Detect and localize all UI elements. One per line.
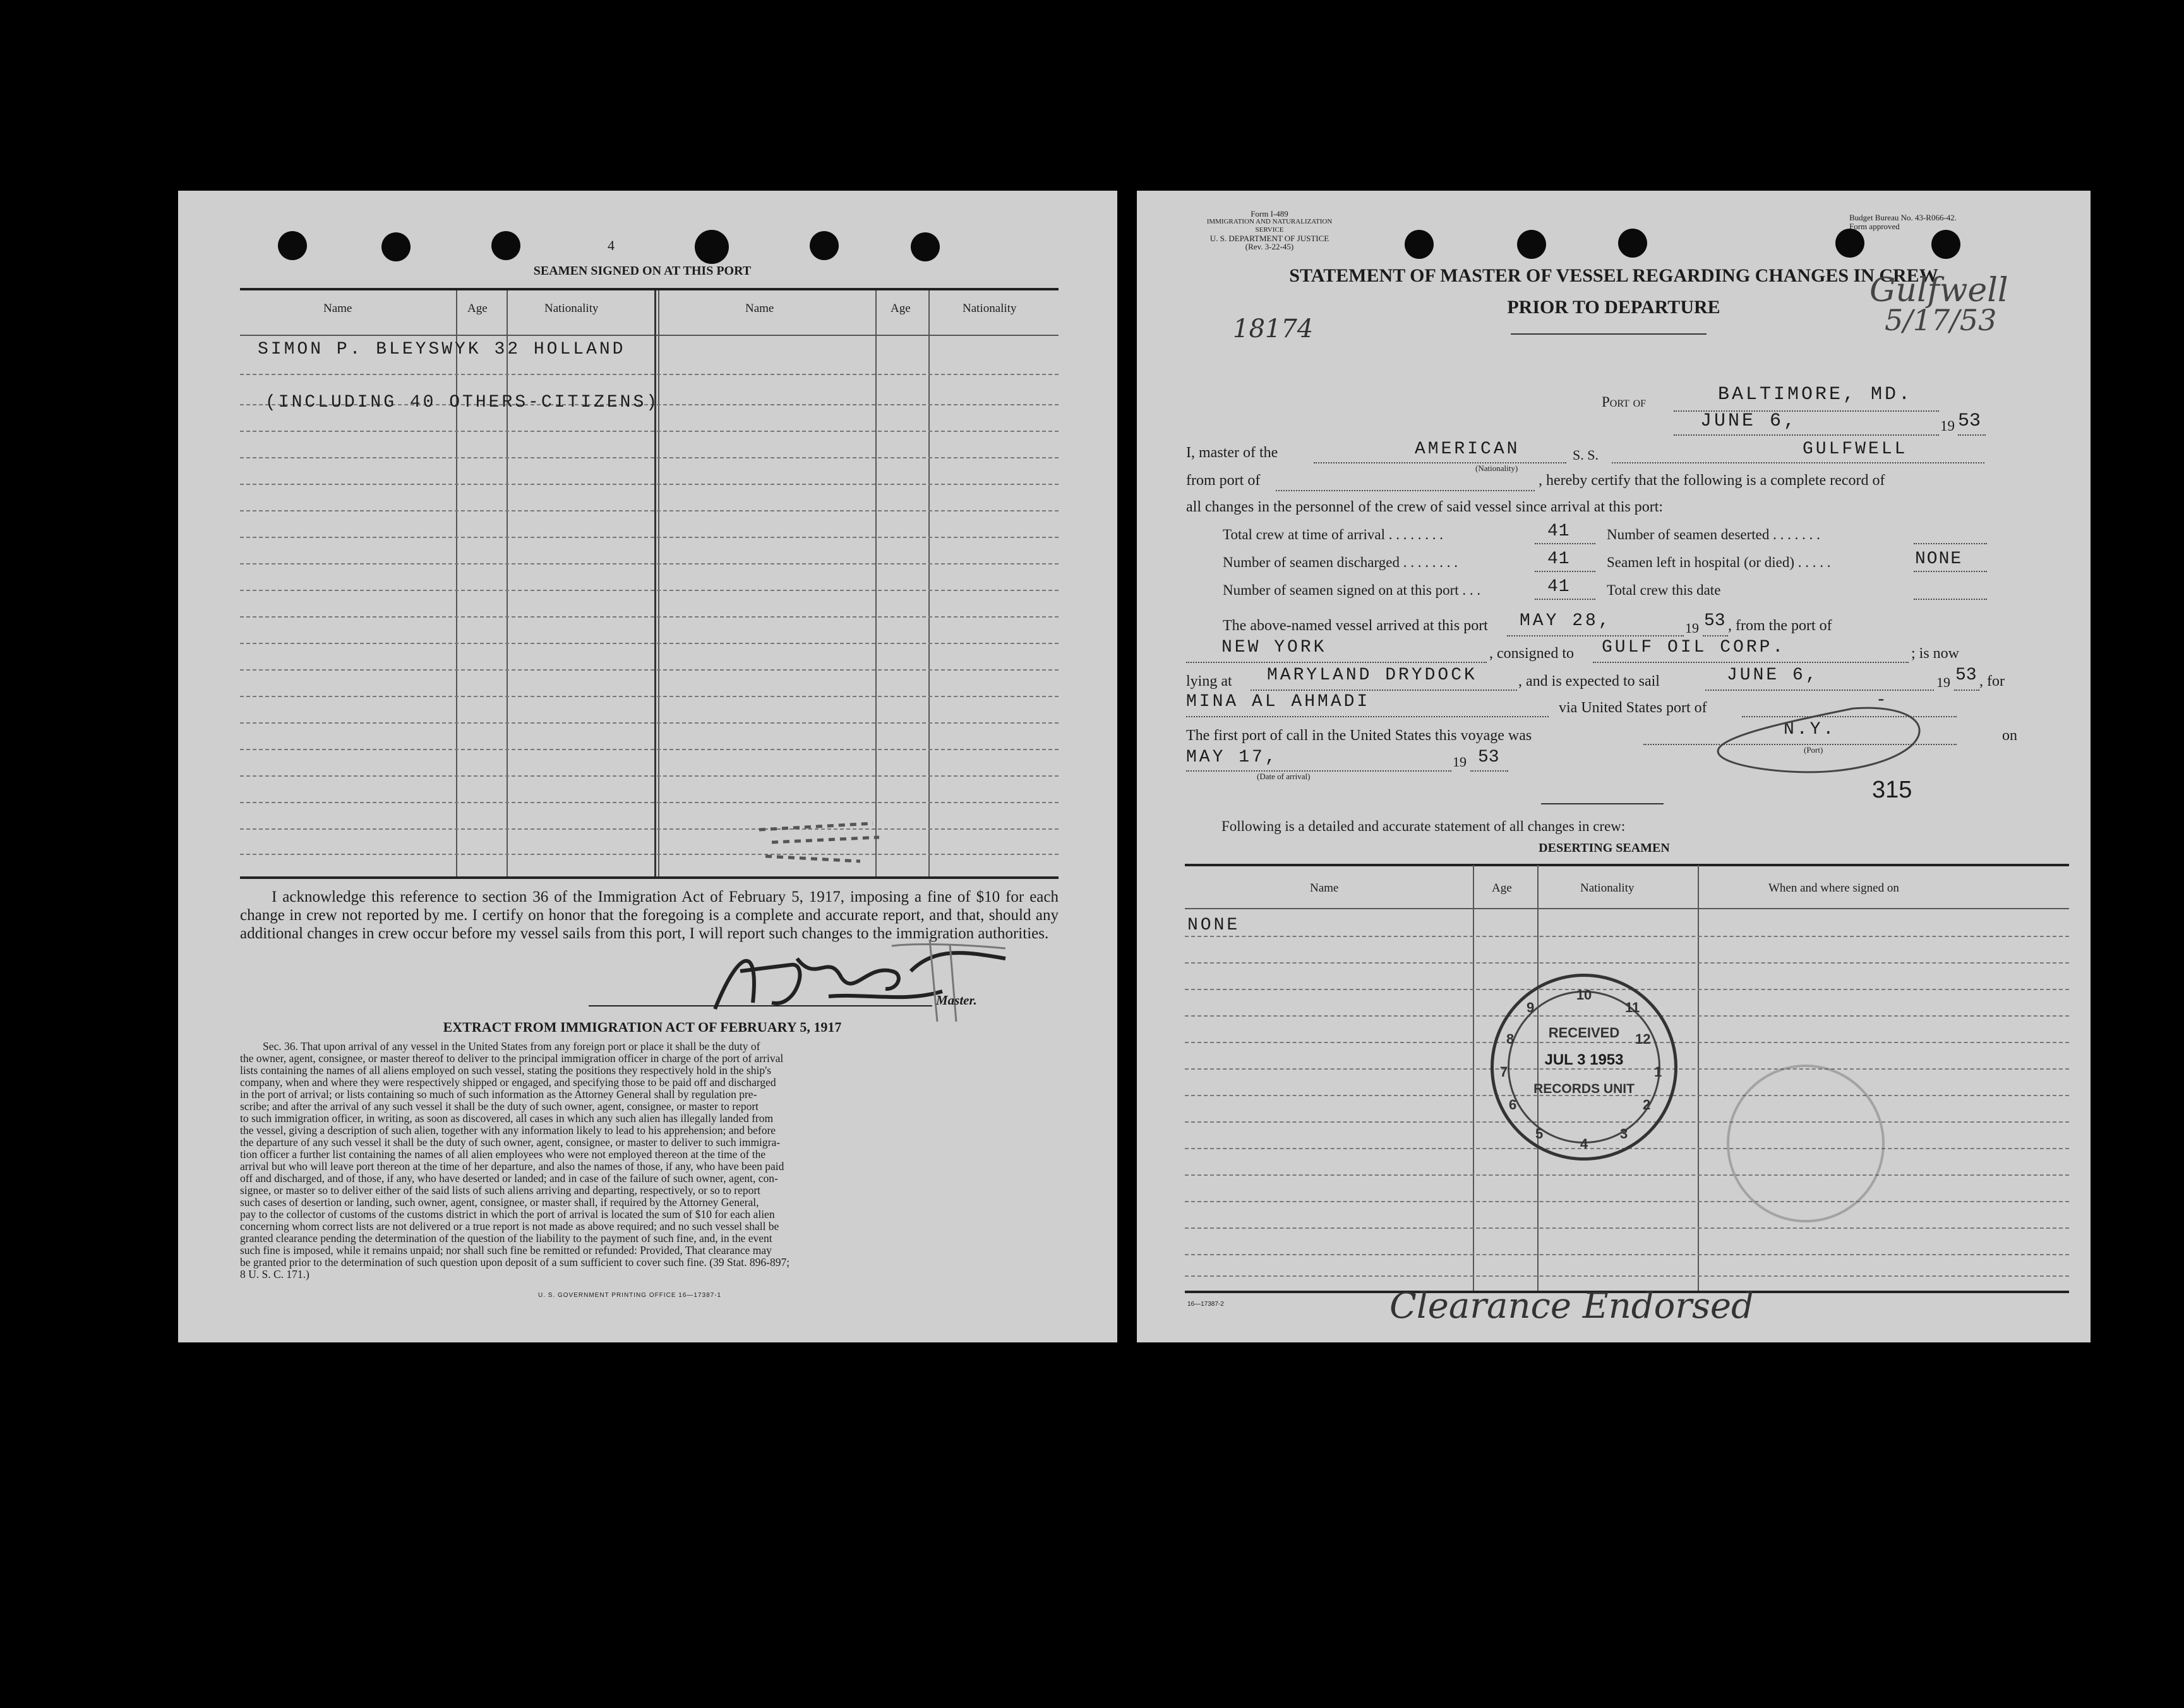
punch-hole xyxy=(1405,230,1434,259)
stamp-number: 315 xyxy=(1872,777,1912,803)
is-now-label: ; is now xyxy=(1911,645,1960,662)
handwritten-date: 5/17/53 xyxy=(1885,303,1997,337)
arrived-text: The above-named vessel arrived at this port xyxy=(1223,618,1488,634)
discharged-value: 41 xyxy=(1547,549,1570,569)
extract-body: Sec. 36. That upon arrival of any vessel in the United States from any foreign port or place it shall be the duty of the owner, agent, consignee, or master thereof to deliver to the principal immigration officer in charge of the port of arrival lists containing the names of all aliens employed on such vessel, stating the positions they respectively hold in the ship's company, when and where they were respectively shipped or engaged, and specifying those to be paid off and discharged in the port of arrival; or lists containing so much of such information as the Attorney General shall by regulation pre- scribe; and after the arrival of any such vessel it shall be the duty of such owner, agent, consignee, or master to report to such immigration officer, in writing, as soon as discovered, all cases in which any such alien has illegally landed from the vessel, giving a description of such alien, together with any information likely to lead to his apprehension; and before the departure of any such vessel it shall be the duty of such owner, agent, consignee, or master to deliver to such immigra- tion officer a further list containing the names of all alien employees who were not employed thereon at the time of the arrival but who will leave port thereon at the time of her departure, and also the names of those, if any, who have been paid off and discharged, and of those, if any, who have deserted or landed; and in case of the failure of such owner, agent, con- signee, or master so to deliver either of the said lists of such aliens arriving and departing, respectively, or so to report such cases of desertion or landing, such owner, agent, consignee, or master shall, if required by the Attorney General, pay to the collector of customs of the customs district in which the port of arrival is located the sum of $10 for each alien concerning whom correct lists are not delivered or a true report is not made as above required; and no such vessel shall be granted clearance pending the determination of the question of the liability to the payment of such fine, and, in the event such fine is imposed, while it remains unpaid; nor shall such fine be remitted or refunded: Provided, That clearance may be granted prior to the determination of such question upon deposit of a sum sufficient to cover such fine. (39 Stat. 896-897; 8 U. S. C. 171.) xyxy=(240,1040,790,1281)
total-arrival-label: Total crew at time of arrival . . . . . . . . xyxy=(1223,527,1444,542)
master-of-the-label: I, master of the xyxy=(1186,445,1278,461)
via-value: - xyxy=(1876,691,1889,710)
punch-hole xyxy=(1835,229,1864,258)
consigned-label: , consigned to xyxy=(1489,645,1574,662)
first-port-text: The first port of call in the United States this voyage was xyxy=(1186,727,1532,744)
nationality-caption: (Nationality) xyxy=(1475,463,1518,473)
port-label: Port of xyxy=(1602,394,1647,410)
following-text: Following is a detailed and accurate statement of all changes in crew: xyxy=(1221,818,1626,834)
column-header-nationality: Nationality xyxy=(1580,881,1635,895)
punch-hole xyxy=(1931,230,1960,259)
year-prefix: 19 xyxy=(1940,418,1955,434)
right-page: Form I-489 IMMIGRATION AND NATURALIZATION SERVICE U. S. DEPARTMENT OF JUSTICE (Rev. 3-22-45) Budget Bureau No. 43-R066-42. Form approved STATEMENT OF MASTER OF VESSEL REGARDING CHANGES IN CREW PRIOR TO DEPARTURE 18174 Gulfwell 5/17/53 Port of BALTIMORE, MD. JUNE 6, 19 53 I, master of the AMERICAN (Nationality) S. S. GULFWELL from port of , hereby certify that the following is a complete record of all changes in the personnel of the crew of said vessel since arrival at this port: Total crew at time of arrival . . . . . . . . 41 Number of seamen deserted . . . . . . . Number of seamen discharged . . . . . . . . 41 Seamen left in hospital (or died) . . . . . NONE Number of seamen signed on at this port . . . 41 Total crew this date The above-named vessel arrived at this port MAY 28, 19 53 , from the port of NEW YORK , consigned to GULF OIL CORP. ; is now lying at MARYLAND DRYDOCK , and is expected to sail JUNE 6, 19 53 , for MINA AL AHMADI via United States port of - The first port of call in the United States this voyage was N.Y. (Port) on MAY 17, 19 53 (Date of arrival) 315 Following is a detailed and accurate statement of all changes in crew: DESERTING SEAMEN Name Age Nationality When and where signed on NONE 10 11 12 1 2 3 4 5 6 7 8 9 RECEIVED JUL 3 1953 RECORDS UNIT 16—17387-2 Clearance Endorsed xyxy=(1137,191,2091,1342)
nationality-value: AMERICAN xyxy=(1415,439,1520,459)
from-port-label: from port of xyxy=(1186,472,1261,489)
sail-date: JUNE 6, xyxy=(1727,666,1819,685)
from-port-value: NEW YORK xyxy=(1221,638,1327,657)
table-title: SEAMEN SIGNED ON AT THIS PORT xyxy=(533,264,752,278)
port-value: BALTIMORE, MD. xyxy=(1718,384,1913,405)
destination-value: MINA AL AHMADI xyxy=(1186,692,1371,712)
column-header-nationality: Nationality xyxy=(544,302,599,315)
deserting-entry: NONE xyxy=(1187,916,1240,935)
handwritten-number: 18174 xyxy=(1233,314,1314,343)
table-row: SIMON P. BLEYSWYK 32 HOLLAND xyxy=(258,340,626,359)
master-signature xyxy=(702,933,1018,1028)
punch-hole xyxy=(491,231,520,260)
budget-bureau: Budget Bureau No. 43-R066-42. Form approved xyxy=(1849,213,1957,231)
from-port-of-label: , from the port of xyxy=(1728,618,1832,634)
discharged-label: Number of seamen discharged . . . . . . . . xyxy=(1223,554,1458,570)
total-arrival-value: 41 xyxy=(1547,522,1570,541)
port-caption: (Port) xyxy=(1804,745,1823,755)
date-arrival-caption: (Date of arrival) xyxy=(1257,772,1311,781)
column-header-age: Age xyxy=(1492,881,1512,895)
handwritten-clearance: Clearance Endorsed xyxy=(1389,1286,1754,1327)
certify-text: , hereby certify that the following is a complete record of xyxy=(1539,472,1885,489)
deserting-title: DESERTING SEAMEN xyxy=(1539,841,1670,855)
sail-year: 53 xyxy=(1955,666,1977,685)
received-stamp: 10 11 12 1 2 3 4 5 6 7 8 9 RECEIVED JUL 3 1953 RECORDS UNIT xyxy=(1491,974,1677,1161)
punch-hole xyxy=(278,231,307,260)
punch-hole xyxy=(695,230,729,264)
handwritten-vessel: Gulfwell xyxy=(1869,272,2008,309)
arrived-year: 53 xyxy=(1704,611,1725,631)
footer-code: 16—17387-2 xyxy=(1187,1301,1224,1308)
punch-hole xyxy=(911,232,940,261)
form-header: Form I-489 IMMIGRATION AND NATURALIZATION SERVICE U. S. DEPARTMENT OF JUSTICE (Rev. 3-22-45) xyxy=(1206,209,1333,251)
first-port-value: N.Y. xyxy=(1784,720,1837,739)
left-page xyxy=(178,191,1117,1342)
lying-at-label: lying at xyxy=(1186,673,1232,690)
deserted-label: Number of seamen deserted . . . . . . . xyxy=(1607,527,1820,542)
date-year: 53 xyxy=(1958,410,1981,432)
ss-label: S. S. xyxy=(1573,447,1599,463)
hospital-label: Seamen left in hospital (or died) . . . . . xyxy=(1607,554,1831,570)
consigned-value: GULF OIL CORP. xyxy=(1602,638,1786,657)
punch-hole xyxy=(381,232,411,261)
column-header-name: Name xyxy=(1310,881,1339,895)
arrived-date: MAY 28, xyxy=(1520,611,1612,631)
faint-stamp-mark xyxy=(747,798,898,868)
form-subtitle: PRIOR TO DEPARTURE xyxy=(1507,297,1720,318)
table-row: (INCLUDING 40 OTHERS-CITIZENS) xyxy=(265,393,660,412)
expected-text: , and is expected to sail xyxy=(1518,673,1660,690)
column-header-when-where: When and where signed on xyxy=(1768,881,1899,895)
column-header-name: Name xyxy=(745,302,774,315)
total-date-label: Total crew this date xyxy=(1607,582,1721,598)
printer-line: U. S. GOVERNMENT PRINTING OFFICE 16—17387-1 xyxy=(538,1292,722,1299)
page-number: 4 xyxy=(608,237,615,253)
column-header-nationality: Nationality xyxy=(963,302,1017,315)
form-title: STATEMENT OF MASTER OF VESSEL REGARDING CHANGES IN CREW xyxy=(1289,265,1938,286)
date-value: JUNE 6, xyxy=(1700,410,1798,432)
changes-text: all changes in the personnel of the crew of said vessel since arrival at this port: xyxy=(1186,499,1664,515)
signed-label: Number of seamen signed on at this port . . . xyxy=(1223,582,1481,598)
column-header-name: Name xyxy=(323,302,352,315)
extract-title: EXTRACT FROM IMMIGRATION ACT OF FEBRUARY 5, 1917 xyxy=(443,1019,842,1035)
faint-stamp xyxy=(1727,1065,1885,1222)
hospital-value: NONE xyxy=(1915,549,1963,569)
vessel-name: GULFWELL xyxy=(1803,439,1908,459)
column-header-age: Age xyxy=(891,302,911,315)
signed-value: 41 xyxy=(1547,577,1570,597)
master-label: Master. xyxy=(936,993,977,1008)
lying-value: MARYLAND DRYDOCK xyxy=(1267,666,1477,685)
punch-hole xyxy=(810,231,839,260)
punch-hole xyxy=(1618,229,1647,258)
for-label: , for xyxy=(1979,673,2005,690)
on-label: on xyxy=(2002,727,2017,744)
via-text: via United States port of xyxy=(1559,700,1707,716)
punch-hole xyxy=(1517,230,1546,259)
acknowledgment-text: I acknowledge this reference to section 36 of the Immigration Act of February 5, 1917, imposing a fine of $10 for each change in crew not reported by me. I certify on honor that the foregoing is a complete and accurate report, and that, should any additional changes in crew occur before my vessel sails from this port, I will report such changes to the immigration authorities. xyxy=(240,888,1059,942)
first-date-value: MAY 17, xyxy=(1186,748,1278,767)
column-header-age: Age xyxy=(467,302,488,315)
first-year: 53 xyxy=(1478,748,1499,767)
